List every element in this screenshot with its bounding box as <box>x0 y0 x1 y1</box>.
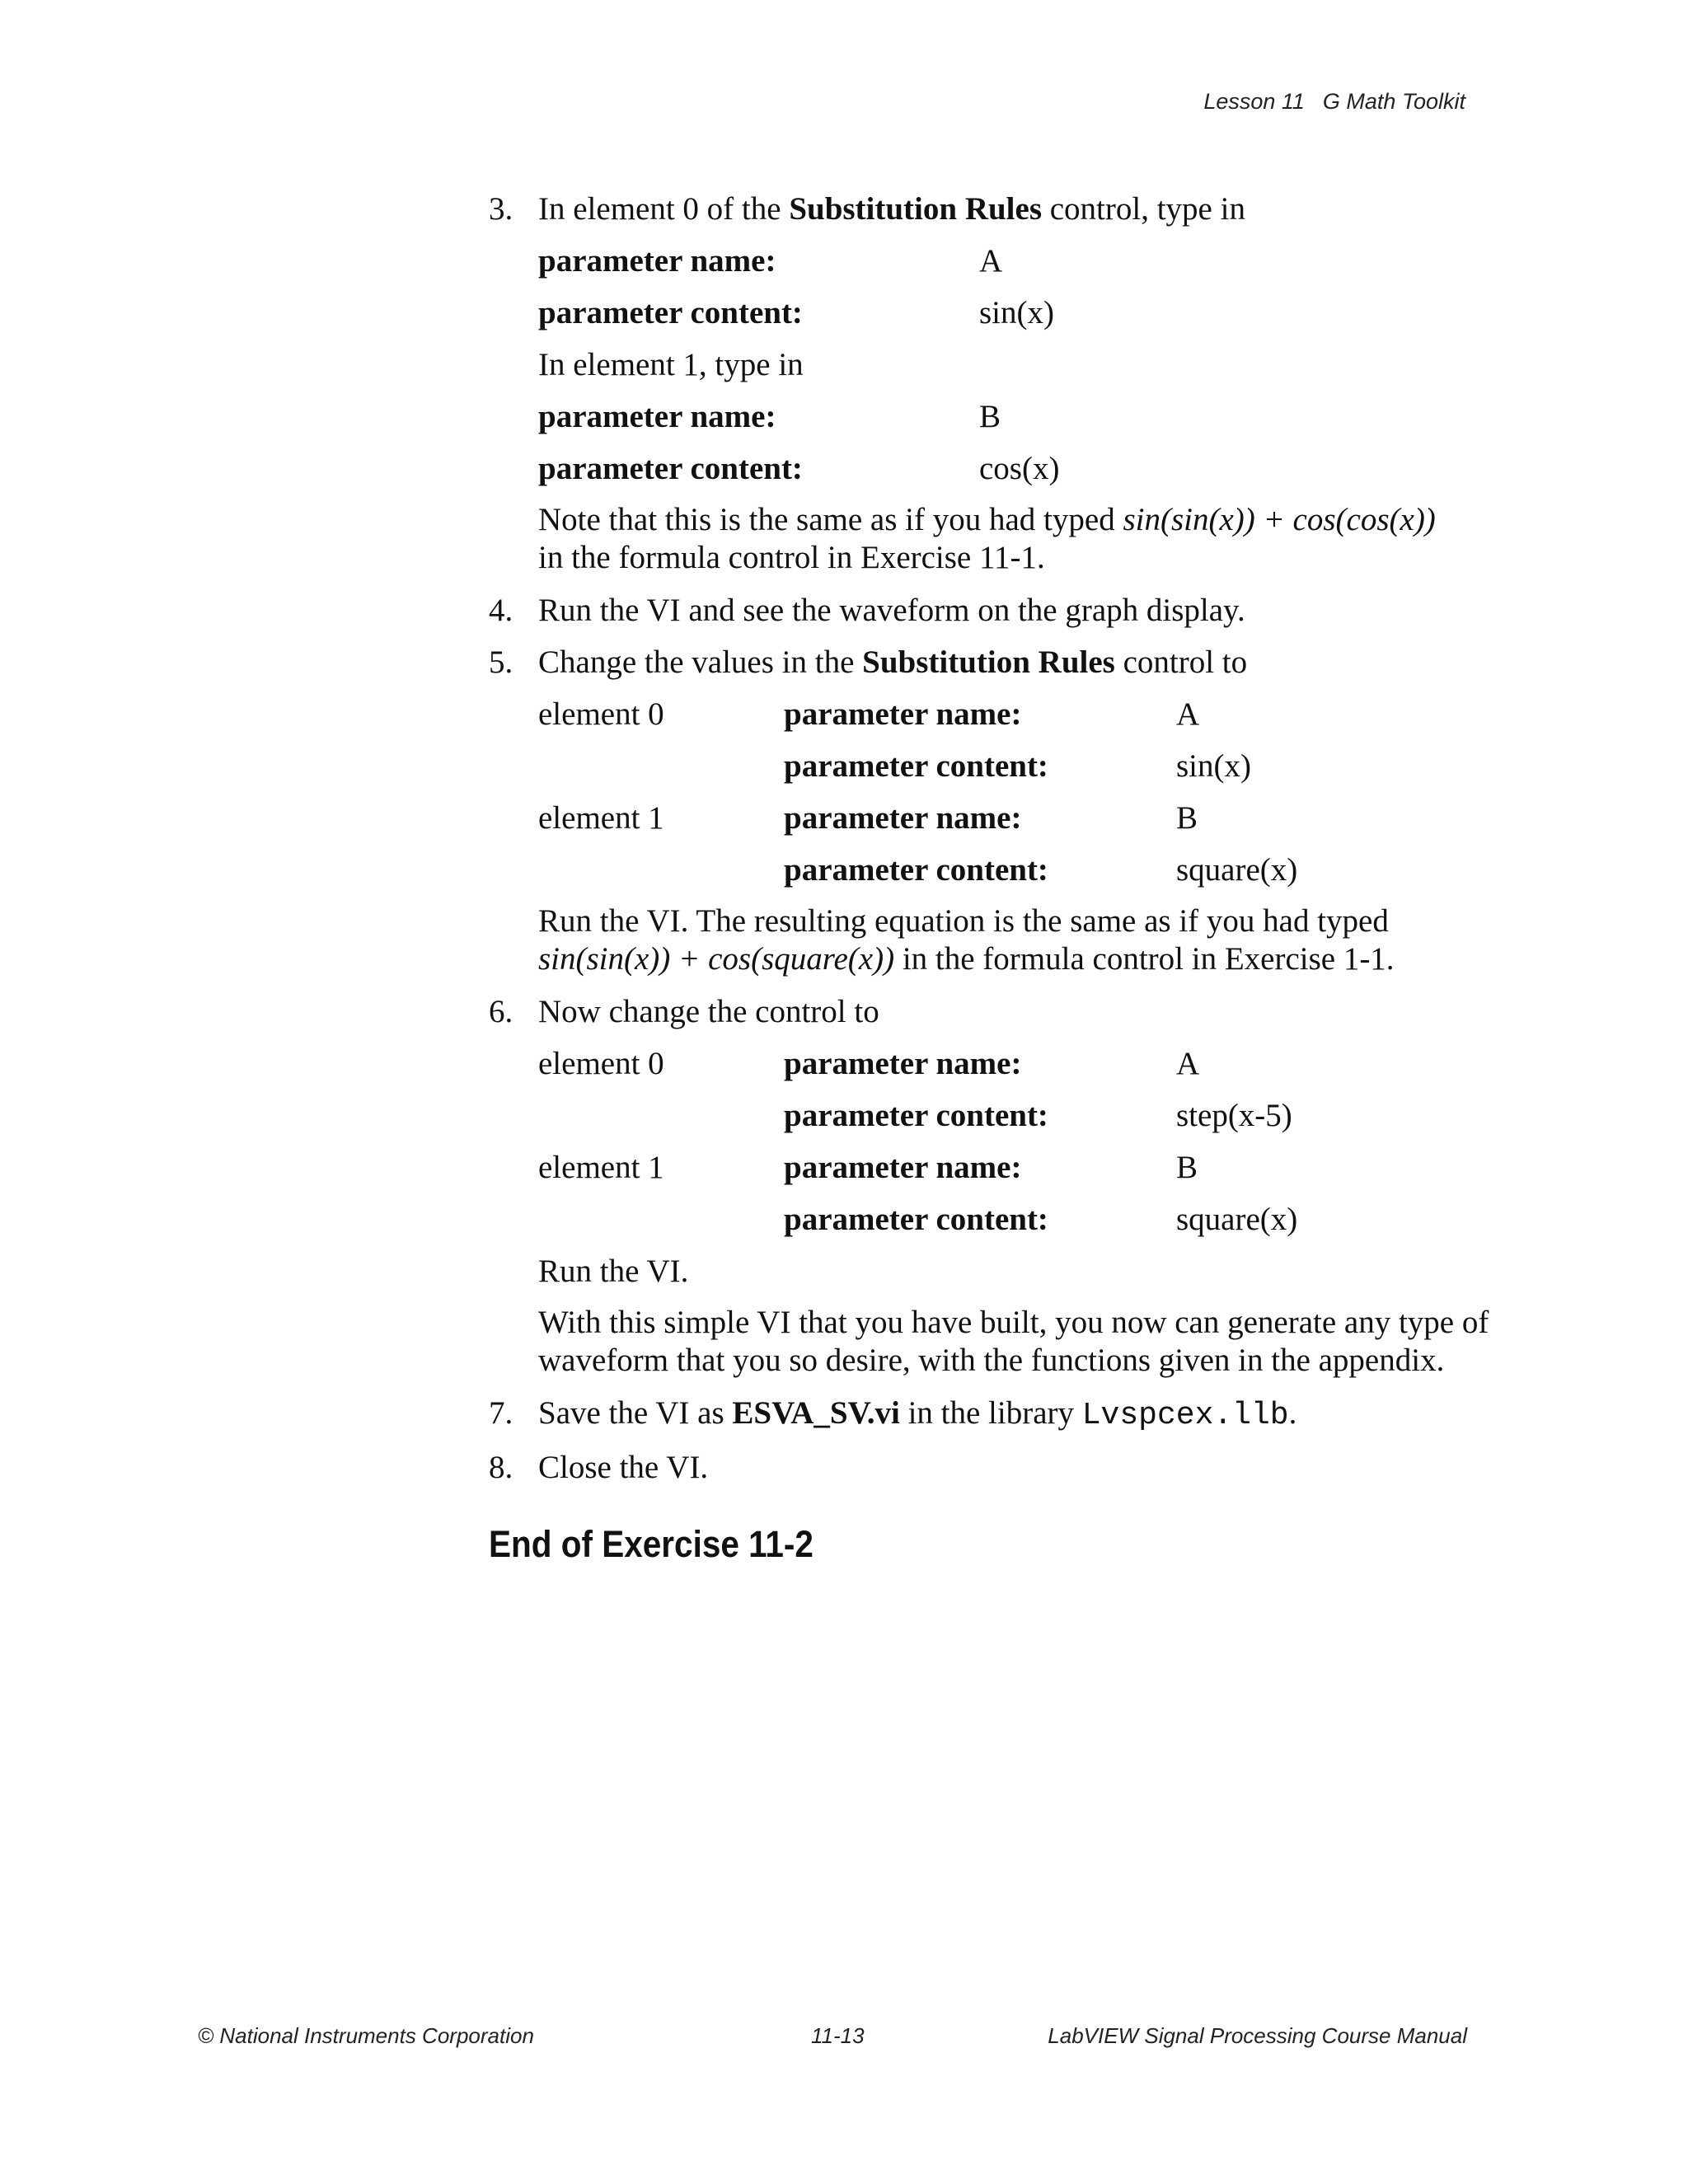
header-lesson: Lesson 11 <box>1203 89 1305 114</box>
element-label: element 0 <box>538 696 664 732</box>
step-6-closing: With this simple VI that you have built, you now can generate any type of waveform that you so desire, with the functions given in the appendix. <box>538 1305 1489 1378</box>
param-label: parameter name: <box>784 800 1022 836</box>
param-value: A <box>1176 1046 1200 1081</box>
element-label: element 1 <box>538 1150 664 1185</box>
param-value: square(x) <box>1176 852 1298 888</box>
step-6-intro: Now change the control to <box>538 994 879 1029</box>
step-7 <box>489 1387 1478 1441</box>
step-5-intro: Change the values in the Substitution Rules control to <box>538 644 1248 680</box>
step-6-run: Run the VI. <box>538 1254 689 1289</box>
param-label: parameter content: <box>538 451 803 486</box>
param-value: B <box>979 399 1001 434</box>
param-value: sin(x) <box>979 295 1054 330</box>
end-of-exercise-heading: End of Exercise 11-2 <box>489 1523 814 1565</box>
element-label: element 1 <box>538 800 664 836</box>
param-label: parameter content: <box>784 1098 1048 1133</box>
step-number: 4. <box>489 593 513 628</box>
param-label: parameter content: <box>784 748 1048 784</box>
formula: sin(sin(x)) + cos(square(x)) <box>538 941 895 977</box>
element-label <box>538 844 784 896</box>
step-8-text: Close the VI. <box>538 1450 709 1485</box>
step-7-text: Save the VI as ESVA_SV.vi in the library Lvspcex.llb. <box>538 1395 1297 1433</box>
footer-copyright: © National Instruments Corporation <box>198 2023 534 2048</box>
control-name: Substitution Rules <box>862 644 1115 680</box>
param-value: B <box>1176 800 1198 836</box>
step-number: 6. <box>489 994 513 1029</box>
formula: sin(sin(x)) + cos(cos(x)) <box>1123 502 1436 537</box>
element-label <box>538 1090 784 1141</box>
step-3 <box>489 183 1478 584</box>
step-4-text: Run the VI and see the waveform on the graph display. <box>538 593 1245 628</box>
step-8 <box>489 1441 1478 1493</box>
param-label: parameter name: <box>784 1046 1022 1081</box>
step-6-parameter-table <box>538 1038 1478 1245</box>
param-value: A <box>1176 696 1200 732</box>
step-6 <box>489 986 1489 1387</box>
step-4 <box>489 584 1478 636</box>
element-label: element 0 <box>538 1046 664 1081</box>
element-0-parameters <box>538 235 1478 339</box>
page-body <box>489 183 1489 1570</box>
footer-page-number: 11-13 <box>811 2023 865 2048</box>
footer-manual-title: LabVIEW Signal Processing Course Manual <box>1048 2023 1467 2048</box>
param-value: sin(x) <box>1176 748 1251 784</box>
element-label <box>538 740 784 792</box>
step-number: 5. <box>489 644 513 680</box>
step-5-result: Run the VI. The resulting equation is the same as if you had typed sin(sin(x)) + cos(square(x)) in the formula control in Exercise 1-1. <box>538 903 1395 977</box>
step-3-intro: In element 0 of the Substitution Rules control, type in <box>538 191 1245 227</box>
header-title: G Math Toolkit <box>1322 89 1465 114</box>
param-value: square(x) <box>1176 1202 1298 1237</box>
param-label: parameter name: <box>538 243 776 279</box>
param-value: B <box>1176 1150 1198 1185</box>
element-1-parameters <box>538 391 1478 494</box>
param-value: cos(x) <box>979 451 1060 486</box>
element-label <box>538 1193 784 1245</box>
control-name: Substitution Rules <box>789 191 1042 227</box>
step-number: 3. <box>489 191 513 227</box>
step-number: 8. <box>489 1450 513 1485</box>
param-label: parameter name: <box>538 399 776 434</box>
param-label: parameter name: <box>784 696 1022 732</box>
step-3-note: Note that this is the same as if you had typed sin(sin(x)) + cos(cos(x)) in the formula control in Exercise 11-1. <box>538 502 1436 575</box>
step-5 <box>489 636 1478 986</box>
step-5-parameter-table <box>538 688 1478 896</box>
param-label: parameter content: <box>538 295 803 330</box>
param-label: parameter content: <box>784 1202 1048 1237</box>
param-value: A <box>979 243 1003 279</box>
running-header <box>1203 89 1465 115</box>
param-label: parameter content: <box>784 852 1048 888</box>
step-number: 7. <box>489 1395 513 1431</box>
param-label: parameter name: <box>784 1150 1022 1185</box>
param-value: step(x-5) <box>1176 1098 1292 1133</box>
element-1-intro: In element 1, type in <box>538 347 804 382</box>
library-filename: Lvspcex.llb <box>1081 1398 1289 1433</box>
vi-filename: ESVA_SV.vi <box>732 1395 900 1431</box>
